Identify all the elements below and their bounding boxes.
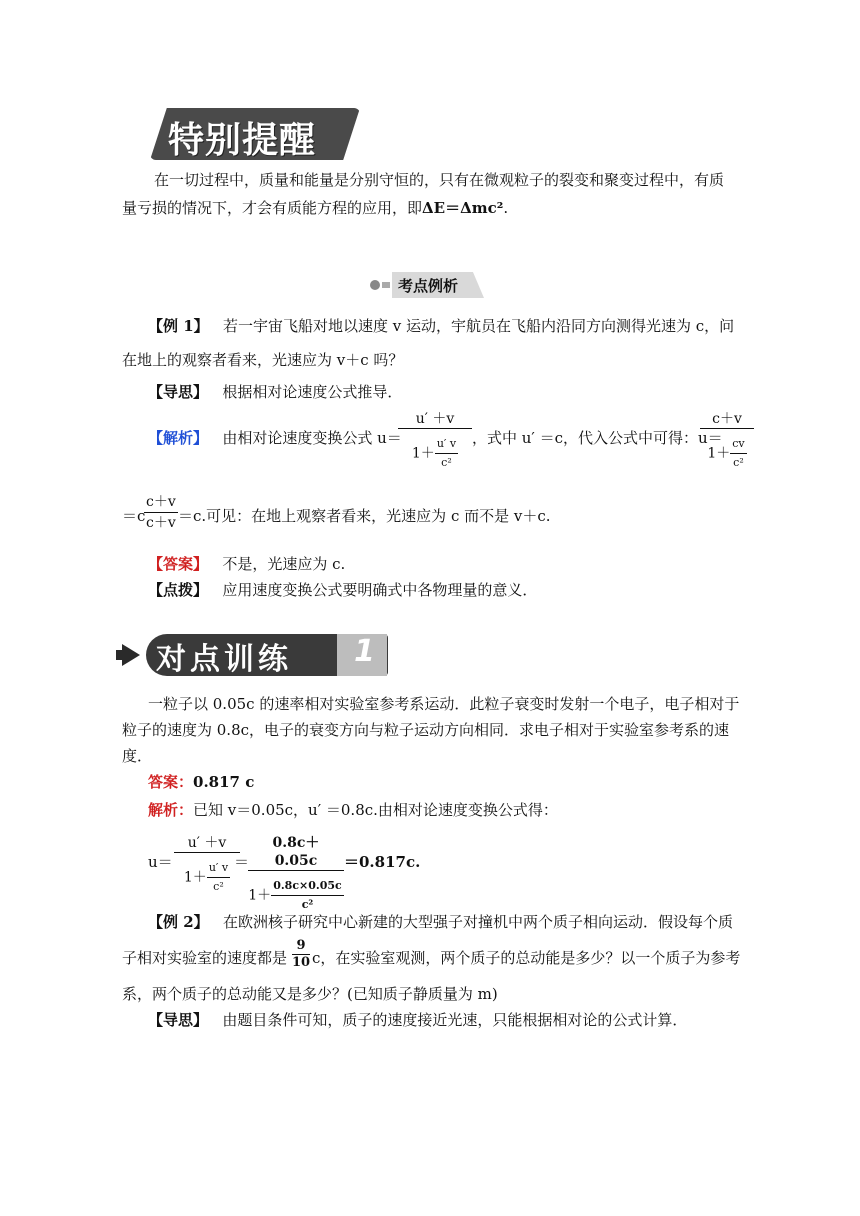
ex1-question-line-1: 【例 1】 若一宇宙飞船对地以速度 v 运动，宇航员在飞船内沿同方向测得光速为 c，问 bbox=[148, 317, 735, 335]
ex1-point: 【点拨】 应用速度变换公式要明确式中各物理量的意义． bbox=[148, 581, 538, 599]
reminder-banner-title: 特别提醒 bbox=[168, 120, 317, 161]
ex1-guide: 【导思】 根据相对论速度公式推导． bbox=[148, 383, 403, 401]
reminder-banner bbox=[150, 108, 360, 160]
ex1-fraction-1: u′ ＋v 1＋ $\frac{u' v}{\text{c²}}$ bbox=[398, 410, 472, 472]
ex1-answer-tag: 【答案】 bbox=[148, 555, 209, 573]
train-formula-u: u＝ bbox=[148, 853, 173, 871]
ex1-result-cont: ＝c.可见：在地上观察者看来，光速应为 c 而不是 v＋c. bbox=[178, 507, 551, 525]
train-analysis: 解析：已知 v＝0.05c，u′ ＝0.8c.由相对论速度变换公式得： bbox=[148, 801, 558, 819]
ex2-question-1: 【例 2】 在欧洲核子研究中心新建的大型强子对撞机中两个质子相向运动．假设每个质 bbox=[148, 913, 733, 931]
reminder-text-1: 在一切过程中，质量和能量是分别守恒的，只有在微观粒子的裂变和聚变过程中，有质 bbox=[154, 171, 725, 189]
train-answer: 答案：0.817 c bbox=[148, 773, 255, 791]
ex1-fraction-2: c＋v 1＋ $\frac{cv}{\text{c²}}$ bbox=[700, 410, 754, 472]
ex2-question-3: 系，两个质子的总动能又是多少？(已知质子静质量为 m) bbox=[122, 985, 498, 1003]
arrow-right-icon bbox=[122, 644, 140, 666]
ex1-question-line-2: 在地上的观察者看来，光速应为 v＋c 吗？ bbox=[122, 351, 404, 369]
train-formula-result: ＝0.817c. bbox=[344, 853, 421, 871]
ex1-fraction-3: c＋v c＋v bbox=[146, 494, 176, 531]
example-section-header bbox=[370, 272, 482, 298]
train-question-3: 度． bbox=[122, 747, 153, 765]
reminder-formula: ΔE＝Δmc² bbox=[422, 199, 504, 217]
ex2-fraction: 9 10 bbox=[292, 938, 311, 970]
train-formula-eq: ＝ bbox=[234, 853, 250, 871]
ex1-analysis-cont: ，式中 u′ ＝c，代入公式中可得：u＝ bbox=[472, 429, 723, 447]
training-banner-title: 对点训练 bbox=[156, 642, 292, 677]
ex2-question-2b: c，在实验室观测，两个质子的总动能是多少？以一个质子为参考 bbox=[312, 949, 741, 967]
ex1-result-line: ＝c bbox=[122, 507, 146, 525]
train-question-1: 一粒子以 0.05c 的速率相对实验室参考系运动．此粒子衰变时发射一个电子，电子相对于 bbox=[148, 695, 740, 713]
ex2-question-2a: 子相对实验室的速度都是 bbox=[122, 949, 288, 967]
example-section-title: 考点例析 bbox=[398, 277, 459, 295]
reminder-text-2: 量亏损的情况下，才会有质能方程的应用，即ΔE＝Δmc². bbox=[122, 199, 509, 217]
ex1-analysis-line: 【解析】 由相对论速度变换公式 u＝ bbox=[148, 429, 402, 447]
train-question-2: 粒子的速度为 0.8c，电子的衰变方向与粒子运动方向相同．求电子相对于实验室参考系的速 bbox=[122, 721, 730, 739]
training-banner bbox=[122, 632, 392, 678]
training-banner-number: 1 bbox=[354, 634, 375, 669]
train-fraction-2: 0.8c＋0.05c 1＋ $\frac{0.8c\times 0.05c}{\text{c²}}$ bbox=[248, 834, 344, 914]
ex1-analysis-tag: 【解析】 bbox=[148, 429, 209, 447]
train-fraction-1: u′ ＋v 1＋ $\frac{u' v}{\text{c²}}$ bbox=[174, 834, 240, 896]
ex1-answer: 【答案】 不是，光速应为 c. bbox=[148, 555, 346, 573]
ex2-guide: 【导思】 由题目条件可知，质子的速度接近光速，只能根据相对论的公式计算． bbox=[148, 1011, 688, 1029]
